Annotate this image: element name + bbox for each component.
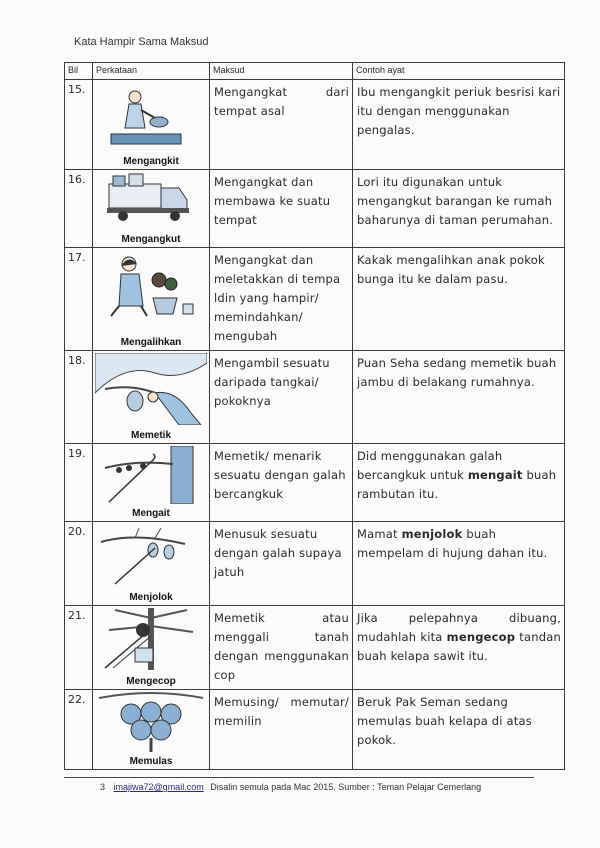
example-cell: Lori itu digunakan untuk mengangkut barangan ke rumah baharunya di taman perumahan. [353,170,565,248]
hooking-fruit-illustration [95,446,207,504]
row-number: 17. [65,248,93,351]
keyword: menjolok [401,527,463,541]
table-row [65,248,565,351]
meaning-cell: Mengambil sesuatu daripada tangkai/ pokoknya [210,351,353,444]
row-number: 20. [65,522,93,606]
word-label: Menjolok [129,592,173,603]
row-number: 16. [65,170,93,248]
word-cell [93,248,210,351]
meaning-cell: Mengangkat dari tempat asal [210,80,353,170]
table-row [65,170,565,248]
meaning-cell: Mengangkat dan meletakkan di tempa ldin yang hampir/ memindahkan/ mengubah [210,248,353,351]
example-cell [353,444,565,522]
picking-fruit-illustration [95,353,207,425]
example-cell: Ibu mengangkit periuk besrisi kari itu dengan menggunakan pengalas. [353,80,565,170]
vocabulary-table [64,62,565,770]
word-cell [93,606,210,690]
word-cell [93,444,210,522]
table-row [65,690,565,770]
example-cell: Beruk Pak Seman sedang memulas buah kelapa di atas pokok. [353,690,565,770]
word-label: Memulas [129,756,173,767]
example-text: Jika pelepahnya dibuang, mudahlah kita [357,611,561,644]
word-cell [93,522,210,606]
meaning-cell: Memusing/ memutar/ memilin [210,690,353,770]
table-header-row [65,63,565,80]
table-row [65,351,565,444]
word-cell [93,80,210,170]
table-row [65,80,565,170]
column-header-contoh: Contoh ayat [353,63,565,80]
footer-divider [64,777,534,778]
table-row [65,606,565,690]
keyword: mengait [467,468,523,482]
meaning-cell: Mengangkat dan membawa ke suatu tempat [210,170,353,248]
row-number: 21. [65,606,93,690]
word-cell [93,170,210,248]
lifting-pot-illustration [95,82,207,154]
word-label: Memetik [130,430,171,441]
meaning-cell: Memetik/ menarik sesuatu dengan galah bercangkuk [210,444,353,522]
word-label: Mengangkut [121,234,181,245]
word-cell [93,690,210,770]
row-number: 19. [65,444,93,522]
example-cell [353,522,565,606]
table-row [65,522,565,606]
word-label: Mengait [132,508,170,519]
word-cell [93,351,210,444]
table-row [65,444,565,522]
row-number: 15. [65,80,93,170]
harvesting-palm-illustration [95,608,207,670]
example-text: Did menggunakan galah bercangkuk untuk [357,449,503,482]
twisting-coconut-illustration [95,692,207,752]
meaning-cell: Menusuk sesuatu dengan galah supaya jatuh [210,522,353,606]
footer [100,782,481,792]
keyword: mengecop [446,630,516,644]
example-cell: Puan Seha sedang memetik buah jambu di belakang rumahnya. [353,351,565,444]
word-label: Mengecop [126,676,176,687]
word-label: Mengangkit [123,156,179,167]
example-text: tandan buah kelapa sawit itu. [357,630,561,663]
meaning-cell: Memetik atau menggali tanah dengan menggunakan cop [210,606,353,690]
email-link[interactable]: imajiwa72@gmail.com [113,782,204,792]
example-cell: Kakak mengalihkan anak pokok bunga itu ke dalam pasu. [353,248,565,351]
example-text: buah rambutan itu. [357,468,557,501]
row-number: 22. [65,690,93,770]
page-number: 3 [100,782,106,792]
page-header: Kata Hampir Sama Maksud [74,36,209,48]
column-header-perkataan: Perkataan [93,63,210,80]
column-header-bil: Bil [65,63,93,80]
example-text: Mamat [357,527,402,541]
footer-source: Disalin semula pada Mac 2015. Sumber : Teman Pelajar Cemerlang [210,782,482,792]
row-number: 18. [65,351,93,444]
word-label: Mengalihkan [120,337,182,348]
example-cell [353,606,565,690]
moving-plant-illustration [95,250,207,330]
column-header-maksud: Maksud [210,63,353,80]
lorry-illustration [95,172,207,230]
poking-fruit-illustration [95,524,207,586]
example-text: buah mempelam di hujung dahan itu. [357,527,548,560]
